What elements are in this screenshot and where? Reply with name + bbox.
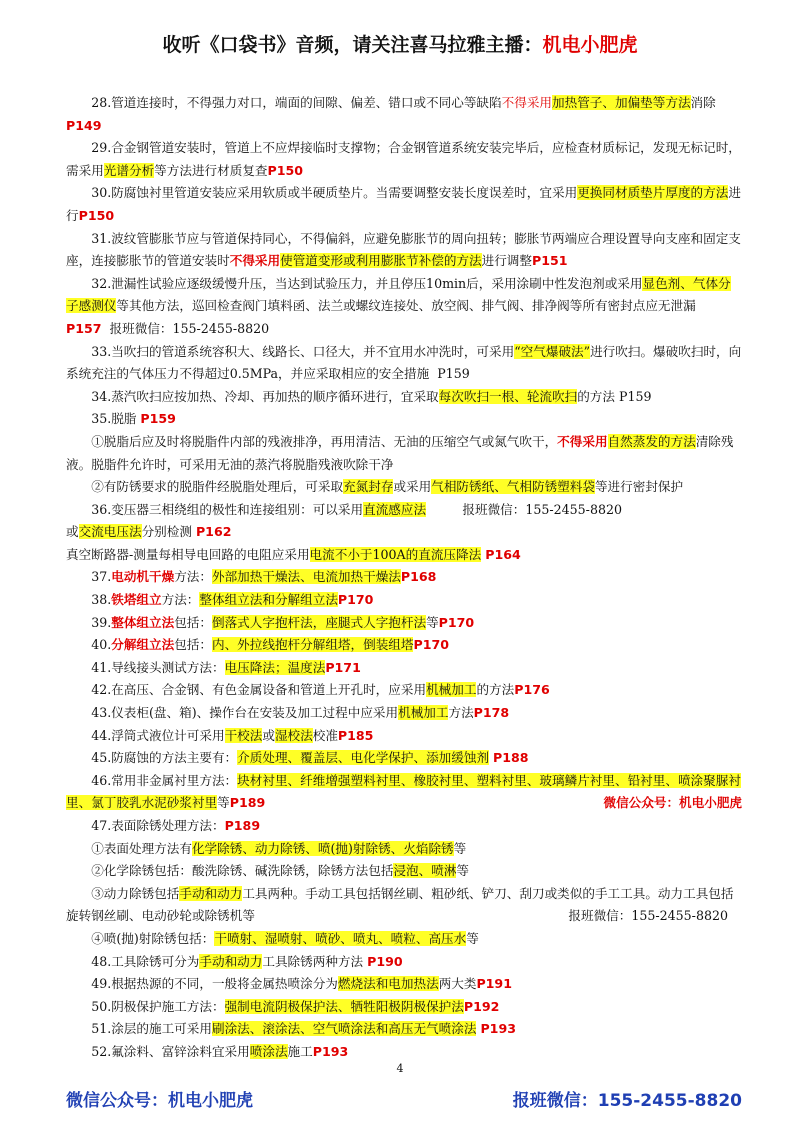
item-28: 28.管道连接时，不得强力对口，端面的间隙、偏差、错口或不同心等缺陷不得采用加热管子、加偏垫等方法消除P149 [66,95,716,133]
contact-wechat: 报班微信：155-2455-8820 [568,908,728,924]
item-30: 30.防腐蚀衬里管道安装应采用软质或半硬质垫片。当需要调整安装长度误差时，宜采用更换同材质垫片厚度的方法进行P150 [66,185,741,223]
item-36: 36.变压器三相绕组的极性和连接组别：可以采用直流感应法或交流电压法分别检测 P162 [66,501,427,540]
item-33: 33.当吹扫的管道系统容积大、线路长、口径大，并不宜用水冲洗时，可采用“空气爆破法”进行吹扫。爆破吹扫时，向系统充注的气体压力不得超过0.5MPa，并应采取相应的安全措施 P159 [66,343,742,382]
item-35: 35.脱脂 P159 [91,411,176,427]
item-52: 52.氟涂料、富锌涂料宜采用喷涂法施工P193 [91,1043,349,1059]
contact-wechat: 报班微信：155-2455-8820 [109,320,270,336]
item-47-1: ①表面处理方法有化学除锈、动力除锈、喷(抛)射除锈、火焰除锈等 [91,840,467,856]
item-46: 46.常用非金属衬里方法：块材衬里、纤维增强塑料衬里、橡胶衬里、塑料衬里、玻璃鳞片衬里、铅衬里、喷涂聚脲衬里、氯丁胶乳水泥砂浆衬里等P189 微信公众号：机电小肥虎 [66,770,742,815]
item-42: 42.在高压、合金钢、有色金属设备和管道上开孔时，应采用机械加工的方法P176 [91,682,550,698]
item-45: 45.防腐蚀的方法主要有：介质处理、覆盖层、电化学保护、添加缓蚀剂 P188 [91,750,529,766]
title-name: 机电小肥虎 [542,34,638,56]
item-35-1: ①脱脂后应及时将脱脂件内部的残液排净，再用清洁、无油的压缩空气或氮气吹干，不得采用自然蒸发的方法清除残液。脱脂件允许时，可采用无油的蒸汽将脱脂残液吹除干净 [66,433,734,472]
item-48: 48.工具除锈可分为手动和动力工具除锈两种方法 P190 [91,953,403,969]
item-47-4: ④喷(抛)射除锈包括：干喷射、湿喷射、喷砂、喷丸、喷粒、高压水等 [91,930,479,946]
title-prefix: 收听《口袋书》音频，请关注喜马拉雅主播： [162,34,543,56]
item-38: 38.铁塔组立方法：整体组立法和分解组立法P170 [91,592,374,608]
item-47-2: ②化学除锈包括：酸洗除锈、碱洗除锈，除锈方法包括浸泡、喷淋等 [91,863,469,879]
item-47: 47.表面除锈处理方法：P189 [91,818,261,833]
item-44: 44.浮筒式液位计可采用干校法或湿校法校准P185 [91,727,374,743]
item-50: 50.阴极保护施工方法：强制电流阴极保护法、牺牲阳极阴极保护法P192 [91,998,500,1014]
contact-official-account: 微信公众号：机电小肥虎 [603,795,742,811]
item-31: 31.波纹管膨胀节应与管道保持同心，不得偏斜，应避免膨胀节的周向扭转；膨胀节两端应合理设置导向支座和固定支座，连接膨胀节的管道安装时不得采用使管道变形或利用膨胀节补偿的方法进行调整P151 [66,230,741,269]
item-43: 43.仪表柜(盘、箱)、操作台在安装及加工过程中应采用机械加工方法P178 [91,705,510,721]
item-39: 39.整体组立法包括：倒落式人字抱杆法，座腿式人字抱杆法等P170 [91,614,475,630]
item-40: 40.分解组立法包括：内、外拉线抱杆分解组塔，倒装组塔P170 [91,637,449,653]
item-36-b: 真空断路器-测量每相导电回路的电阻应采用电流不小于100A的直流压降法 P164 [66,546,521,562]
content-body [66,92,742,1064]
contact-wechat: 报班微信：155-2455-8820 [462,501,622,517]
item-41: 41.导线接头测试方法：电压降法；温度法P171 [91,659,361,675]
item-49: 49.根据热源的不同，一般将金属热喷涂分为燃烧法和电加热法两大类P191 [91,976,512,992]
footer [66,1086,742,1111]
item-51: 51.涂层的施工可采用刷涂法、滚涂法、空气喷涂法和高压无气喷涂法 P193 [91,1021,516,1037]
footer-wechat-contact: 报班微信：155-2455-8820 [512,1091,742,1111]
item-32: 32.泄漏性试验应逐级缓慢升压，当达到试验压力，并且停压10min后，采用涂刷中性发泡剂或采用显色剂、气体分子感测仪等其他方法，巡回检查阀门填料函、法兰或螺纹连接处、放空阀、排气阀、排净阀等所有密封点应无泄漏P157 报班微信：155-2455-8820 [66,275,731,336]
page-number: 4 [396,1062,404,1075]
item-47-3: ③动力除锈包括手动和动力工具两种。手动工具包括钢丝刷、粗砂纸、铲刀、刮刀或类似的手工工具。动力工具包括旋转钢丝刷、电动砂轮或除锈机等 报班微信：155-2455-8820 [66,883,742,928]
item-35-2: ②有防锈要求的脱脂件经脱脂处理后，可采取充氮封存或采用气相防锈纸、气相防锈塑料袋等进行密封保护 报班微信：155-2455-8820 [66,476,742,499]
footer-official-account: 微信公众号：机电小肥虎 [66,1091,253,1111]
item-37: 37.电动机干燥方法：外部加热干燥法、电流加热干燥法P168 [91,569,437,585]
item-34: 34.蒸汽吹扫应按加热、冷却、再加热的顺序循环进行，宜采取每次吹扫一根、轮流吹扫的方法 P159 [91,388,652,404]
page-title [0,30,800,57]
item-29: 29.合金钢管道安装时，管道上不应焊接临时支撑物；合金钢管道系统安装完毕后，应检查材质标记，发现无标记时，需采用光谱分析等方法进行材质复查P150 [66,140,741,178]
